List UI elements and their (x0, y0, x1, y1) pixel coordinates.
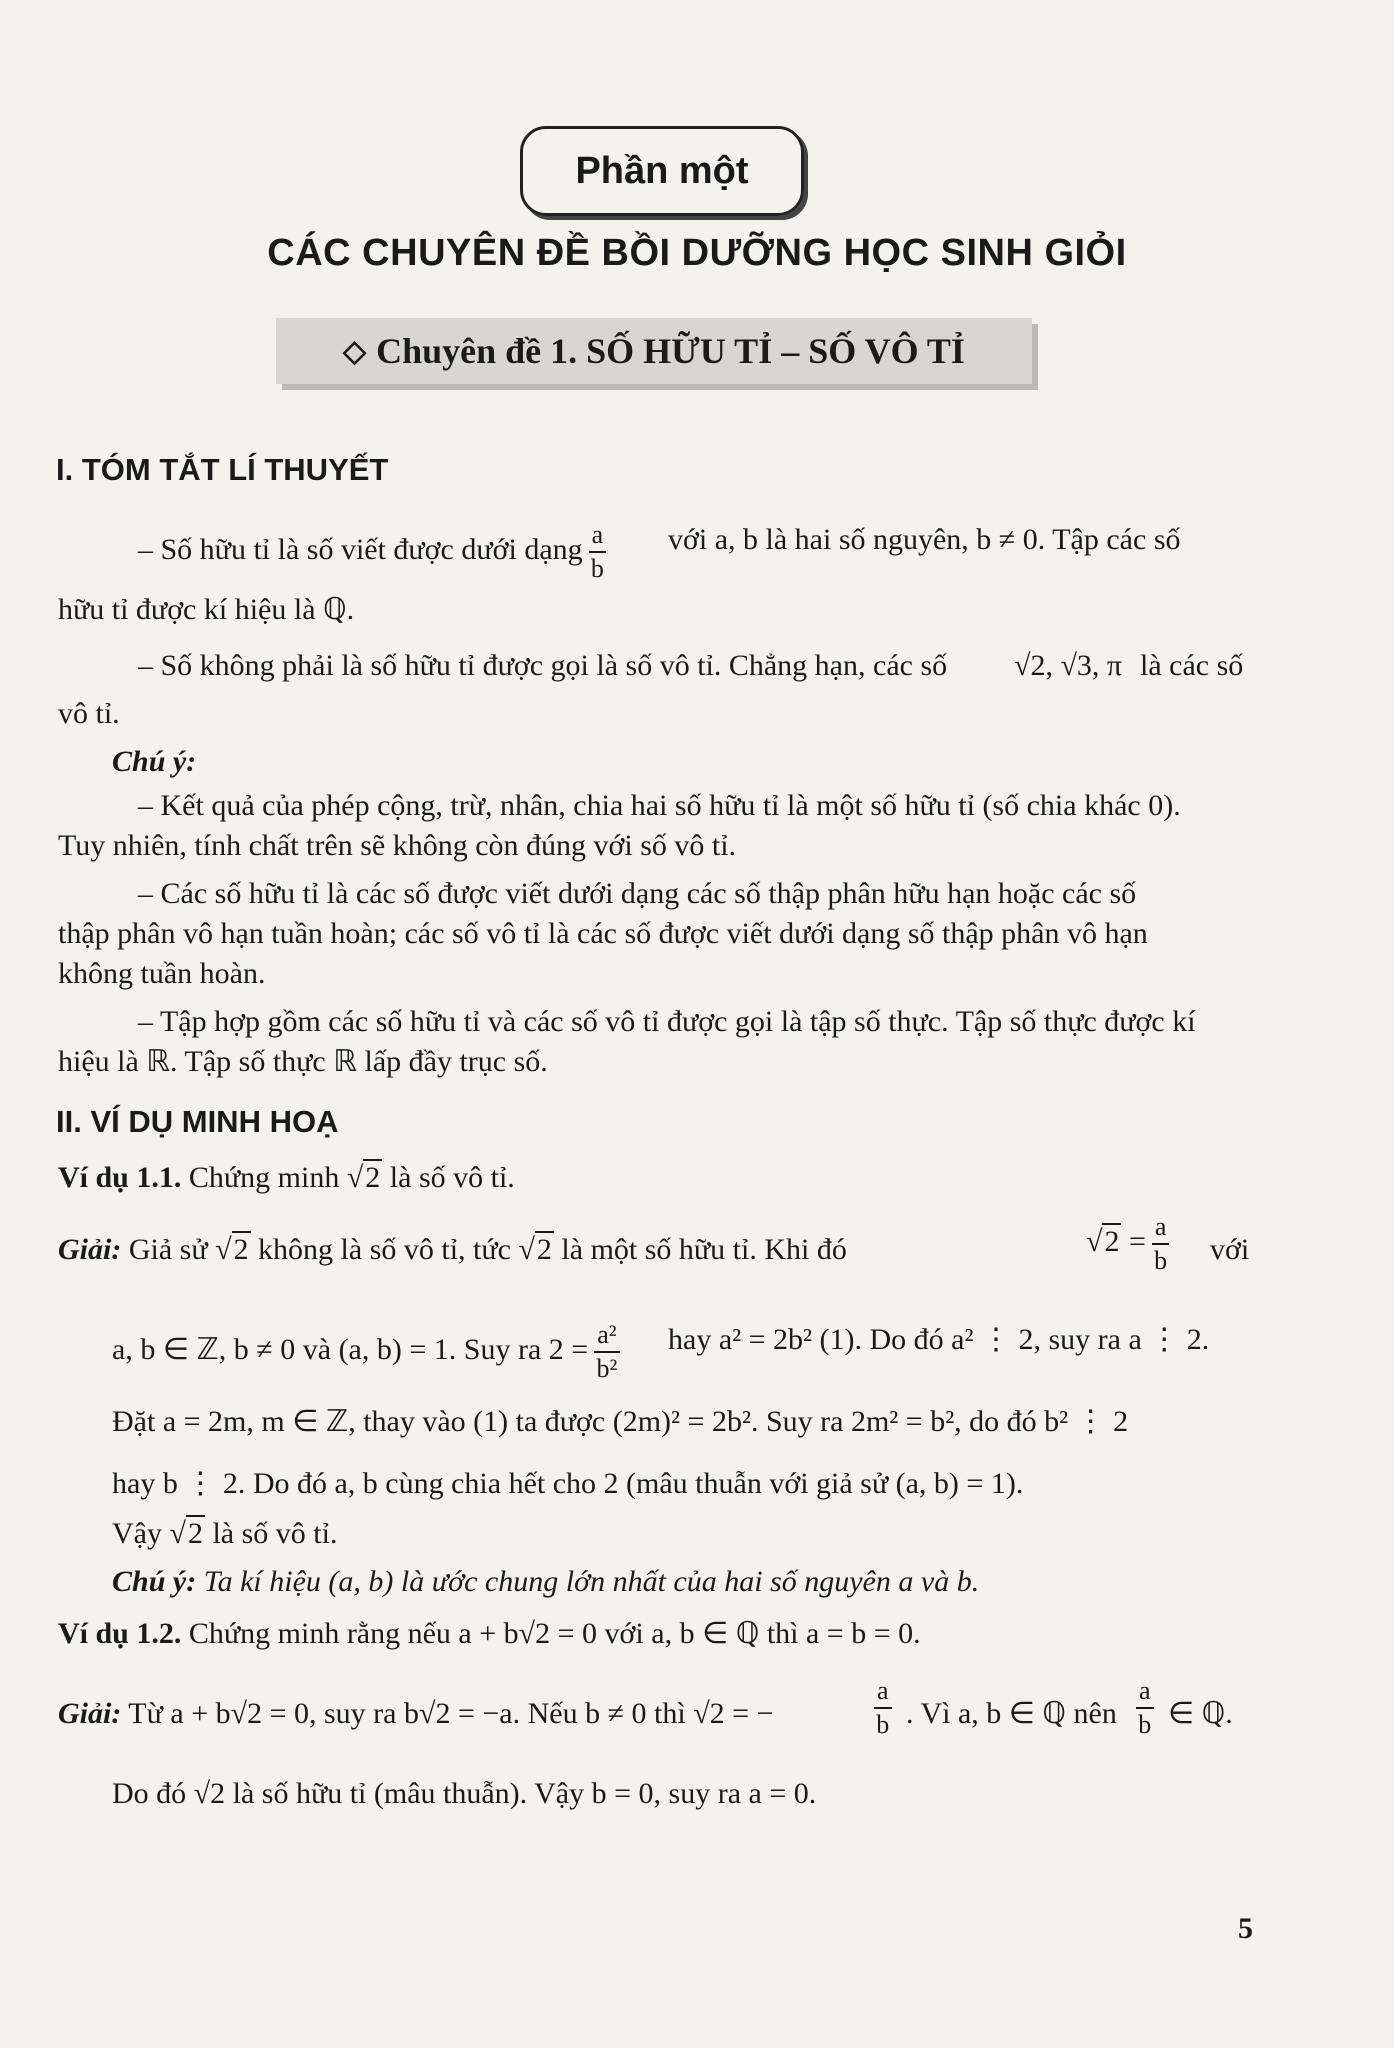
solution-1-line5: Vậy √2 là số vô tỉ. (112, 1517, 338, 1550)
note-label: Chú ý: (112, 745, 197, 778)
section-heading-theory: I. TÓM TẮT LÍ THUYẾT (56, 452, 389, 487)
solution-2-line1: Giải: Từ a + b√2 = 0, suy ra b√2 = −a. Nếu b ≠ 0 thì √2 = − (58, 1697, 774, 1730)
solution-2-line2: Do đó √2 là số hữu tỉ (mâu thuẫn). Vậy b = 0, suy ra a = 0. (112, 1777, 817, 1810)
solution-1-with: với (1210, 1233, 1250, 1266)
solution-2-line1c: ∈ ℚ. (1168, 1697, 1233, 1730)
page-number: 5 (1238, 1912, 1253, 1945)
solution-1-line3: Đặt a = 2m, m ∈ ℤ, thay vào (1) ta được (2m)² = 2b². Suy ra 2m² = b², do đó b² ⋮ 2 (112, 1405, 1129, 1438)
fraction-a-over-b: $\frac{a}{b}$ (589, 522, 607, 582)
solution-2-line1b: . Vì a, b ∈ ℚ nên (906, 1697, 1117, 1730)
theory-p1-line1b: với a, b là hai số nguyên, b ≠ 0. Tập các số (668, 523, 1181, 556)
theory-p2-line1b: là các số (1140, 649, 1244, 682)
solution-1-eq: √2 = $\frac{a}{b}$ (1086, 1214, 1175, 1274)
diamond-icon: ◇ (343, 334, 367, 368)
example-1-2: Ví dụ 1.2. Chứng minh rằng nếu a + b√2 = 0 với a, b ∈ ℚ thì a = b = 0. (58, 1617, 921, 1650)
theory-p3-line2: Tuy nhiên, tính chất trên sẽ không còn đúng với số vô tỉ. (58, 829, 737, 862)
solution-1-line2: a, b ∈ ℤ, b ≠ 0 và (a, b) = 1. Suy ra 2 = $\frac{\text{a²}}{\text{b²}}$ (112, 1322, 626, 1382)
solution-1-line2b: hay a² = 2b² (1). Do đó a² ⋮ 2, suy ra a ⋮ 2. (668, 1323, 1210, 1356)
solution-2-frac: $\frac{a}{b}$ (868, 1678, 898, 1738)
solution-1-line4: hay b ⋮ 2. Do đó a, b cùng chia hết cho 2 (mâu thuẫn với giả sử (a, b) = 1). (112, 1467, 1024, 1500)
main-title: CÁC CHUYÊN ĐỀ BỒI DƯỠNG HỌC SINH GIỎI (267, 232, 1127, 274)
theory-p4-line1: – Các số hữu tỉ là các số được viết dưới dạng các số thập phân hữu hạn hoặc các số (138, 877, 1137, 910)
solution-2-frac2: $\frac{a}{b}$ (1130, 1678, 1160, 1738)
section-heading-examples: II. VÍ DỤ MINH HOẠ (56, 1104, 339, 1139)
theory-p2-line2: vô tỉ. (58, 697, 120, 730)
example-1-1: Ví dụ 1.1. Chứng minh √2 là số vô tỉ. (58, 1161, 515, 1194)
theory-p1-line2: hữu tỉ được kí hiệu là ℚ. (58, 593, 355, 626)
fraction-a2-over-b2: $\frac{\text{a²}}{\text{b²}}$ (594, 1322, 619, 1382)
theory-p3-line1: – Kết quả của phép cộng, trừ, nhân, chia hai số hữu tỉ là một số hữu tỉ (số chia khác 0). (138, 789, 1181, 822)
part-label-box (520, 126, 804, 216)
theory-p4-line3: không tuần hoàn. (58, 957, 266, 990)
topic-banner (276, 318, 1032, 384)
theory-p2-math: √2, √3, π (1014, 649, 1123, 682)
note-gcd: Chú ý: Ta kí hiệu (a, b) là ước chung lớn nhất của hai số nguyên a và b. (112, 1565, 980, 1598)
topic-title: Chuyên đề 1. SỐ HỮU TỈ – SỐ VÔ TỈ (376, 331, 965, 371)
theory-p1-line1: – Số hữu tỉ là số viết được dưới dạng $\frac{a}{b}$ (138, 522, 612, 582)
theory-p4-line2: thập phân vô hạn tuần hoàn; các số vô tỉ là các số được viết dưới dạng số thập phân vô hạn (58, 917, 1148, 950)
solution-1-line1: Giải: Giả sử √2 không là số vô tỉ, tức √2 là một số hữu tỉ. Khi đó (58, 1233, 847, 1266)
part-label: Phần một (575, 149, 749, 192)
theory-p2-line1: – Số không phải là số hữu tỉ được gọi là số vô tỉ. Chẳng hạn, các số (138, 649, 948, 682)
theory-p5-line2: hiệu là ℝ. Tập số thực ℝ lấp đầy trục số. (58, 1045, 548, 1078)
theory-p5-line1: – Tập hợp gồm các số hữu tỉ và các số vô tỉ được gọi là tập số thực. Tập số thực được kí (138, 1005, 1196, 1038)
